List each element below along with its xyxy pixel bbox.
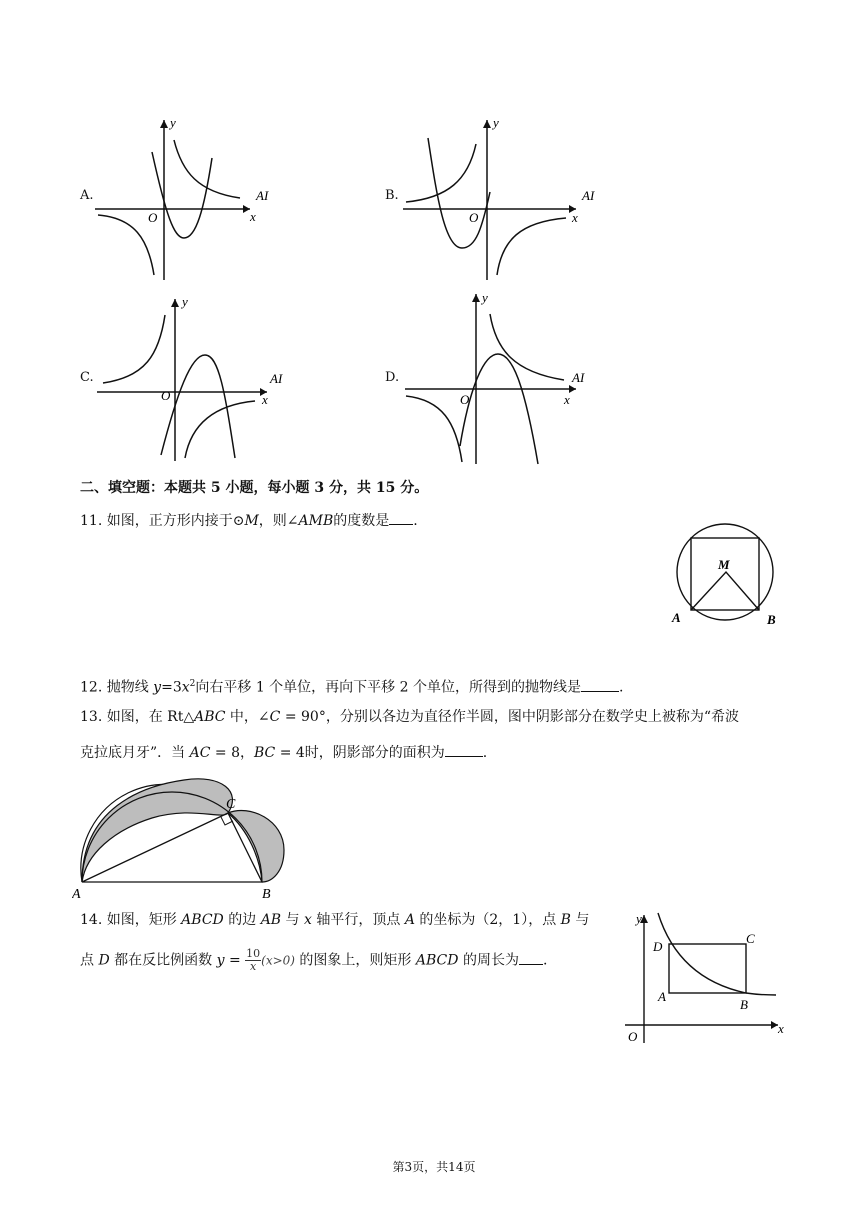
graph-option-b bbox=[398, 110, 598, 285]
answer-blank bbox=[519, 950, 543, 965]
figure-q13-hippocrates-lunes bbox=[72, 768, 294, 902]
origin-label: O bbox=[161, 388, 171, 403]
x-axis-label: x bbox=[572, 210, 578, 225]
ai-label: AI bbox=[256, 188, 269, 203]
figure-q14-rectangle-hyperbola bbox=[620, 905, 790, 1045]
ai-label: AI bbox=[582, 188, 595, 203]
section-heading: 二、填空题：本题共 5 小题，每小题 3 分，共 15 分。 bbox=[80, 480, 429, 496]
ai-label: AI bbox=[270, 371, 283, 386]
label-a: A bbox=[672, 610, 681, 625]
question-12: 12. 抛物线 $y=3x^2$向右平移 1 个单位，再向下平移 2 个单位，所得到的抛物线是 . bbox=[80, 674, 623, 698]
origin-label: O bbox=[469, 210, 479, 225]
question-14-line-1: 14. 如图，矩形 ABCD 的边 AB 与 x 轴平行，顶点 A 的坐标为（2，1），点 B 与 bbox=[80, 912, 590, 928]
figure-q11-circle-square bbox=[666, 522, 790, 630]
label-b: B bbox=[262, 887, 271, 902]
page-footer: 第3页，共14页 bbox=[392, 1160, 476, 1174]
option-c-label: C. bbox=[80, 370, 94, 385]
question-13-line-1: 13. 如图，在 Rt△ABC 中，∠C = 90°，分别以各边为直径作半圆，图中阴影部分在数学史上被称为“希波 bbox=[80, 709, 739, 725]
graph-option-d bbox=[400, 286, 600, 466]
label-a: A bbox=[72, 887, 81, 902]
option-b-label: B. bbox=[385, 188, 399, 203]
answer-blank bbox=[389, 510, 413, 525]
y-axis-label: y bbox=[493, 115, 499, 130]
answer-blank bbox=[581, 677, 619, 692]
label-m: M bbox=[718, 557, 730, 572]
graph-option-c bbox=[95, 293, 295, 465]
y-axis-label: y bbox=[636, 911, 642, 926]
option-d-label: D. bbox=[385, 370, 400, 385]
y-axis-label: y bbox=[182, 294, 188, 309]
ai-label: AI bbox=[572, 370, 585, 385]
label-b: B bbox=[767, 612, 776, 627]
label-a: A bbox=[658, 989, 666, 1004]
label-d: D bbox=[653, 939, 663, 954]
y-axis-label: y bbox=[482, 290, 488, 305]
fraction-10-over-x: $\frac{10}{x}$ bbox=[246, 947, 261, 973]
x-axis-label: x bbox=[250, 209, 256, 224]
x-axis-label: x bbox=[778, 1021, 784, 1036]
origin-label: O bbox=[460, 392, 470, 407]
question-13-line-2: 克拉底月牙”．当 AC = 8，BC = 4时，阴影部分的面积为 . bbox=[80, 742, 487, 763]
answer-blank bbox=[445, 742, 483, 757]
label-c: C bbox=[226, 797, 236, 812]
origin-label: O bbox=[628, 1029, 638, 1044]
question-14-line-2: 点 D 都在反比例函数 y = $\frac{10}{x}$ (x>0) 的图象上，则矩形 ABCD 的周长为 . bbox=[80, 947, 548, 973]
label-b: B bbox=[740, 997, 748, 1012]
origin-label: O bbox=[148, 210, 158, 225]
label-c: C bbox=[746, 931, 755, 946]
option-a-label: A. bbox=[80, 188, 94, 203]
question-11: 11. 如图，正方形内接于⊙M，则∠AMB的度数是 . bbox=[80, 510, 418, 531]
x-axis-label: x bbox=[262, 392, 268, 407]
y-axis-label: y bbox=[170, 115, 176, 130]
x-axis-label: x bbox=[564, 392, 570, 407]
graph-option-a bbox=[90, 110, 270, 285]
